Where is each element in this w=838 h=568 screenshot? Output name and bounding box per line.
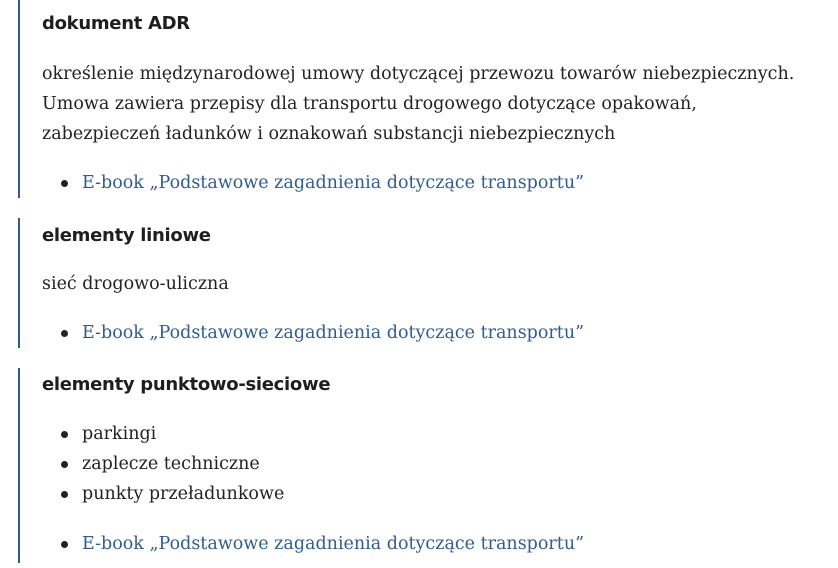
- list-item: [42, 168, 584, 198]
- list-item: [42, 318, 584, 348]
- entry-term: dokument ADR: [42, 13, 190, 34]
- source-list: [42, 529, 584, 559]
- bullet-icon: [61, 461, 68, 468]
- ebook-link[interactable]: E-book „Podstawowe zagadnienia dotyczące transportu”: [82, 534, 585, 554]
- glossary-entry-elementy-liniowe: [18, 218, 820, 348]
- list-item: [42, 479, 284, 509]
- list-item-text: zaplecze techniczne: [82, 454, 260, 474]
- source-list: [42, 168, 584, 198]
- ebook-link[interactable]: E-book „Podstawowe zagadnienia dotyczące transportu”: [82, 323, 585, 343]
- bullet-icon: [61, 180, 68, 187]
- list-item: [42, 449, 284, 479]
- bullet-icon: [61, 541, 68, 548]
- bullet-icon: [61, 431, 68, 438]
- glossary-entry-elementy-punktowo-sieciowe: [18, 368, 820, 563]
- source-list: [42, 318, 584, 348]
- glossary-entry-dokument-adr: [18, 0, 820, 198]
- list-item: [42, 419, 284, 449]
- definition-list: [42, 419, 284, 509]
- bullet-icon: [61, 491, 68, 498]
- entry-term: elementy liniowe: [42, 225, 211, 246]
- ebook-link[interactable]: E-book „Podstawowe zagadnienia dotyczące transportu”: [82, 173, 585, 193]
- list-item: [42, 529, 584, 559]
- entry-term: elementy punktowo-sieciowe: [42, 374, 331, 395]
- entry-definition: sieć drogowo-uliczna: [42, 274, 229, 294]
- list-item-text: parkingi: [82, 424, 157, 444]
- entry-definition: określenie międzynarodowej umowy dotyczącej przewozu towarów niebezpiecznych. Umowa zawiera przepisy dla transportu drogowego dotyczące opakowań, zabezpieczeń ładunków i oznakowań substancji niebezpiecznych: [42, 64, 795, 144]
- list-item-text: punkty przeładunkowe: [82, 484, 285, 504]
- bullet-icon: [61, 330, 68, 337]
